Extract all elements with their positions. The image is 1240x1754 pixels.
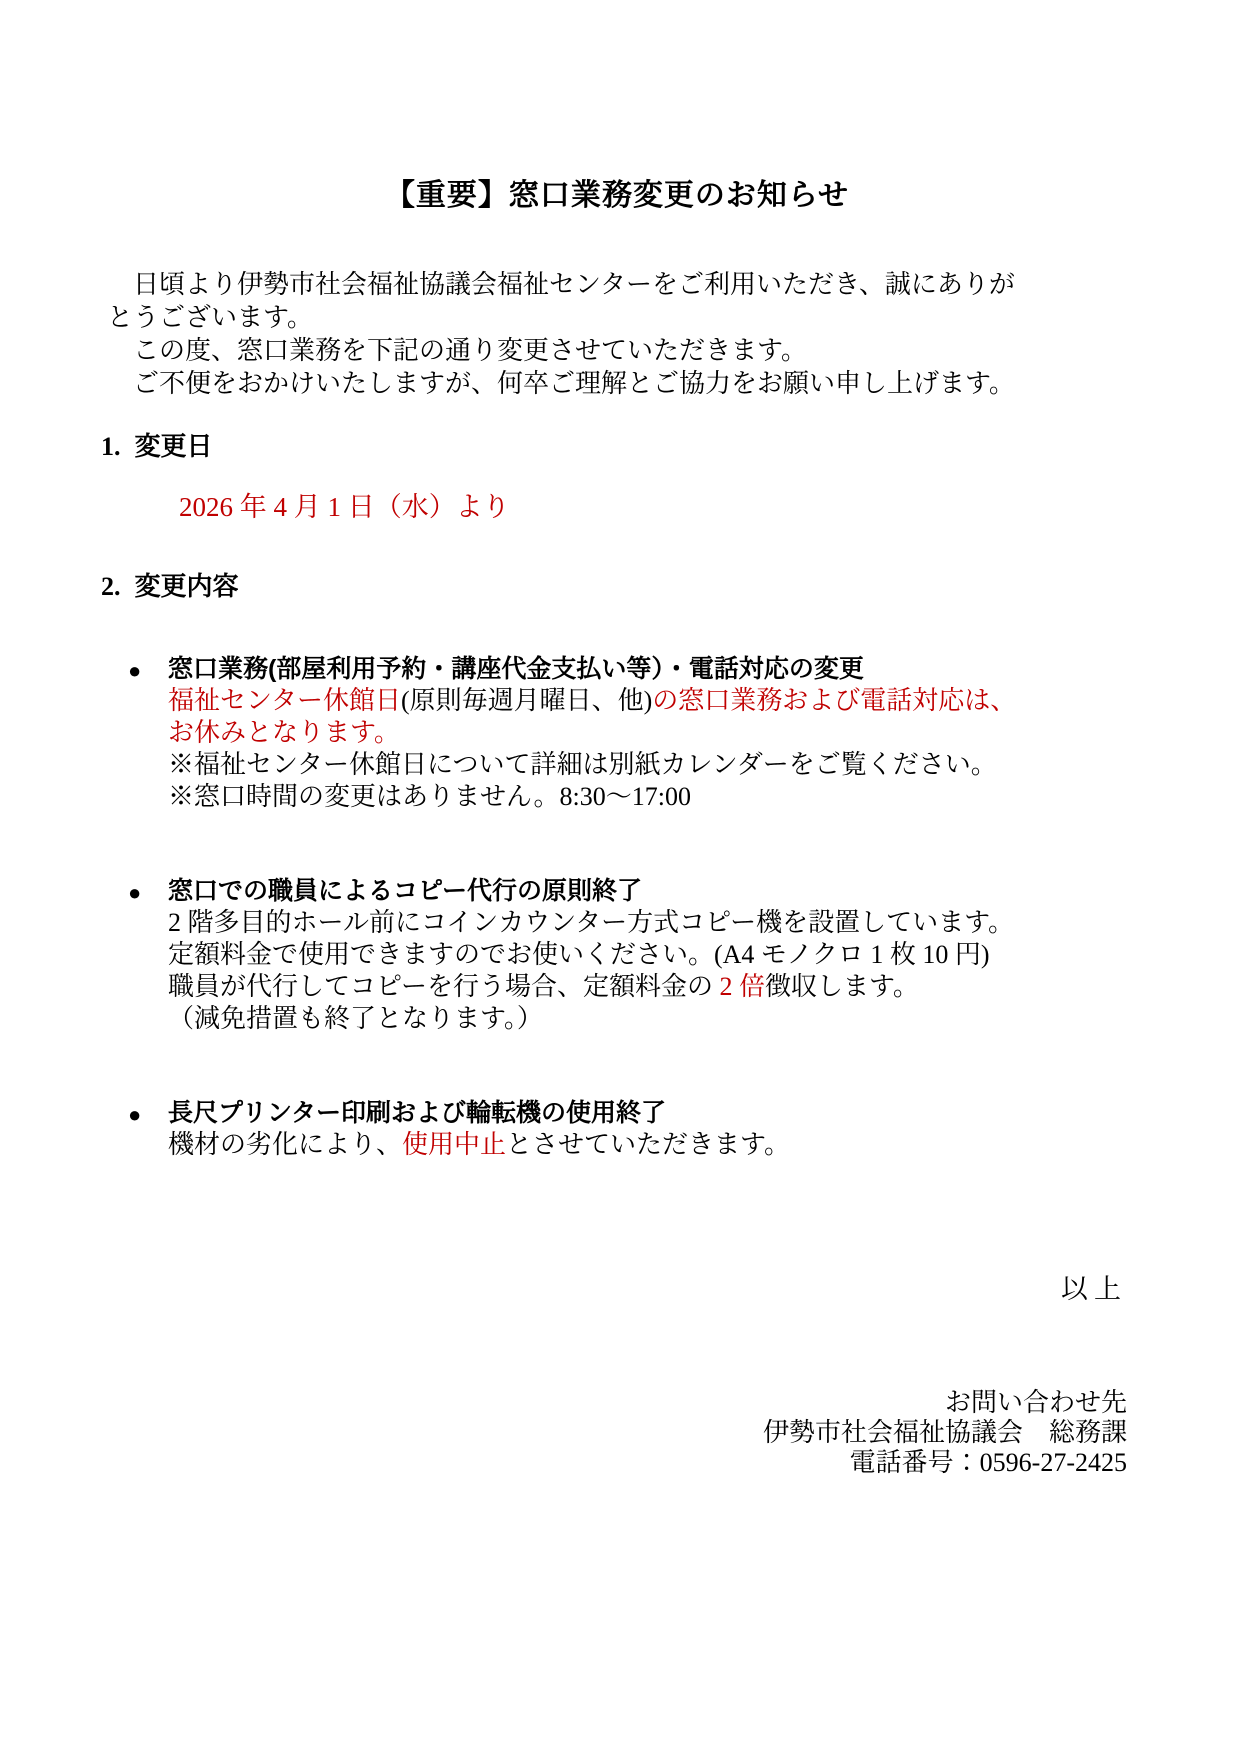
contact-phone: 電話番号：0596-27-2425 [849,1448,1127,1478]
section-number: 2. [101,572,121,602]
intro-paragraphs [107,268,1127,400]
change-details-list [107,653,1127,1161]
body-text: (原則毎週月曜日、他) [400,686,653,716]
change-date-value: 2026 年 4 月 1 日（水）より [179,492,510,523]
intro-line: 日頃より伊勢市社会福祉協議会福祉センターをご利用いただき、誠にありが [107,270,1015,300]
highlight-text: 2 倍 [712,972,765,1002]
intro-line: ご不便をおかけいたしますが、何卒ご理解とご協力をお願い申し上げます。 [107,369,1015,399]
section-number: 1. [101,432,121,462]
section-heading-change-date [101,430,1127,463]
bullet-heading: 長尺プリンター印刷および輪転機の使用終了 [168,1099,667,1128]
list-item-copy-service [107,875,1127,1035]
body-text: 徴収します。 [764,972,919,1002]
section-heading-label: 変更日 [134,431,213,462]
bullet-heading: 窓口業務(部屋利用予約・講座代金支払い等）・電話対応の変更 [168,655,864,684]
bullet-body-line [168,685,1127,717]
bullet-heading: 窓口での職員によるコピー代行の原則終了 [168,877,643,906]
contact-block [107,1388,1127,1478]
bullet-body-line [168,971,1127,1003]
contact-organization: 伊勢市社会福祉協議会 総務課 [762,1418,1127,1448]
bullet-body-line [168,1129,1127,1161]
list-item-printer [107,1097,1127,1161]
contact-heading: お問い合わせ先 [944,1388,1127,1418]
section-heading-label: 変更内容 [134,571,239,602]
highlight-text: 使用中止 [402,1130,507,1160]
body-text: とさせていただきます。 [506,1130,790,1160]
bullet-icon: ● [128,658,142,684]
bullet-icon: ● [128,880,142,906]
list-item-counter-service [107,653,1127,813]
note-line: ※窓口時間の変更はありません。8:30～17:00 [168,782,692,812]
note-line: ※福祉センター休館日について詳細は別紙カレンダーをご覧ください。 [168,750,997,780]
bullet-body-line: 2 階多目的ホール前にコインカウンター方式コピー機を設置しています。 [168,908,1015,938]
section-heading-change-details [101,570,1127,603]
body-text: 機材の劣化により、 [168,1130,403,1160]
bullet-icon: ● [128,1102,142,1128]
intro-line: この度、窓口業務を下記の通り変更させていただきます。 [107,336,807,366]
highlight-text: 福祉センター休館日 [168,686,401,716]
bullet-body-line: （減免措置も終了となります。） [168,1004,543,1034]
highlight-text: お休みとなります。 [168,718,400,748]
closing-ijou: 以上 [1061,1274,1127,1305]
highlight-text: の窓口業務および電話対応は、 [652,686,1017,716]
bullet-body-line: 定額料金で使用できますのでお使いください。(A4 モノクロ 1 枚 10 円) [168,940,990,970]
intro-line: とうございます。 [107,303,313,333]
page-title: 【重要】窓口業務変更のお知らせ [384,179,850,213]
body-text: 職員が代行してコピーを行う場合、定額料金の [168,972,713,1002]
